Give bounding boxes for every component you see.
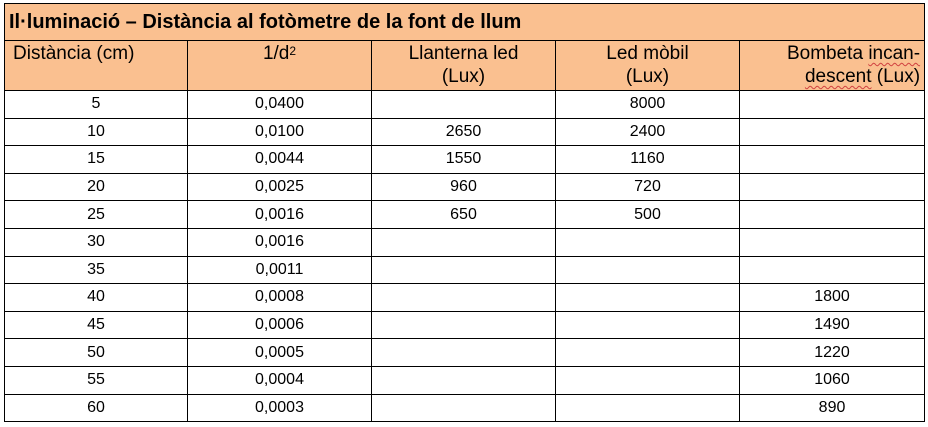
cell-torch-lux[interactable] — [372, 366, 556, 394]
cell-inverse-square[interactable]: 0,0011 — [188, 256, 372, 284]
cell-inverse-square[interactable]: 0,0004 — [188, 366, 372, 394]
header-distance[interactable] — [5, 41, 188, 91]
cell-bulb-lux[interactable] — [740, 118, 925, 146]
header-mobile-line2: (Lux) — [625, 66, 670, 87]
cell-distance[interactable]: 15 — [5, 146, 188, 174]
title-row — [5, 4, 925, 41]
cell-torch-lux[interactable]: 1550 — [372, 146, 556, 174]
table-row — [5, 284, 925, 312]
cell-torch-lux[interactable]: 960 — [372, 173, 556, 201]
cell-bulb-lux[interactable] — [740, 201, 925, 229]
header-bulb-line1 — [740, 42, 920, 65]
cell-bulb-lux[interactable] — [740, 173, 925, 201]
cell-inverse-square[interactable]: 0,0008 — [188, 284, 372, 312]
table-row — [5, 339, 925, 367]
cell-inverse-square[interactable]: 0,0400 — [188, 91, 372, 119]
cell-torch-lux[interactable] — [372, 311, 556, 339]
cell-distance[interactable]: 30 — [5, 228, 188, 256]
cell-inverse-square[interactable]: 0,0044 — [188, 146, 372, 174]
cell-inverse-square[interactable]: 0,0006 — [188, 311, 372, 339]
header-incandescent-bulb[interactable] — [740, 41, 925, 91]
table-row — [5, 146, 925, 174]
cell-distance[interactable]: 45 — [5, 311, 188, 339]
cell-bulb-lux[interactable]: 890 — [740, 394, 925, 422]
header-bulb-line1-a: Bombeta — [786, 43, 869, 64]
cell-distance[interactable]: 25 — [5, 201, 188, 229]
cell-mobile-lux[interactable]: 2400 — [556, 118, 740, 146]
cell-torch-lux[interactable] — [372, 91, 556, 119]
cell-mobile-lux[interactable]: 8000 — [556, 91, 740, 119]
cell-distance[interactable]: 50 — [5, 339, 188, 367]
header-torch-led[interactable] — [372, 41, 556, 91]
cell-bulb-lux[interactable] — [740, 91, 925, 119]
header-inverse-square-exponent: 2 — [289, 44, 297, 58]
cell-torch-lux[interactable]: 2650 — [372, 118, 556, 146]
header-inverse-square-label: 1/d — [262, 43, 290, 64]
cell-mobile-lux[interactable] — [556, 394, 740, 422]
illumination-table — [4, 3, 925, 422]
cell-inverse-square[interactable]: 0,0005 — [188, 339, 372, 367]
cell-mobile-lux[interactable] — [556, 228, 740, 256]
cell-mobile-lux[interactable] — [556, 366, 740, 394]
cell-distance[interactable]: 10 — [5, 118, 188, 146]
table-row — [5, 256, 925, 284]
header-bulb-line2-a: descent — [804, 66, 872, 87]
header-bulb-line2-b: (Lux) — [871, 66, 921, 87]
cell-mobile-lux[interactable] — [556, 311, 740, 339]
cell-mobile-lux[interactable] — [556, 284, 740, 312]
cell-distance[interactable]: 60 — [5, 394, 188, 422]
header-torch-line1: Llanterna led — [408, 43, 519, 64]
header-bulb-line1-b: incan- — [868, 43, 921, 64]
cell-torch-lux[interactable]: 650 — [372, 201, 556, 229]
table-row — [5, 394, 925, 422]
cell-torch-lux[interactable] — [372, 394, 556, 422]
cell-torch-lux[interactable] — [372, 256, 556, 284]
table-row — [5, 118, 925, 146]
header-row — [5, 41, 925, 91]
cell-bulb-lux[interactable]: 1490 — [740, 311, 925, 339]
cell-mobile-lux[interactable]: 500 — [556, 201, 740, 229]
cell-distance[interactable]: 40 — [5, 284, 188, 312]
cell-inverse-square[interactable]: 0,0100 — [188, 118, 372, 146]
cell-bulb-lux[interactable]: 1060 — [740, 366, 925, 394]
cell-bulb-lux[interactable]: 1800 — [740, 284, 925, 312]
header-inverse-square[interactable] — [188, 41, 372, 91]
header-mobile-line1: Led mòbil — [606, 43, 689, 64]
cell-inverse-square[interactable]: 0,0025 — [188, 173, 372, 201]
cell-distance[interactable]: 20 — [5, 173, 188, 201]
cell-torch-lux[interactable] — [372, 339, 556, 367]
cell-inverse-square[interactable]: 0,0016 — [188, 201, 372, 229]
cell-mobile-lux[interactable] — [556, 256, 740, 284]
cell-bulb-lux[interactable]: 1220 — [740, 339, 925, 367]
cell-distance[interactable]: 55 — [5, 366, 188, 394]
table-row — [5, 91, 925, 119]
cell-torch-lux[interactable] — [372, 228, 556, 256]
cell-distance[interactable]: 5 — [5, 91, 188, 119]
header-mobile-led[interactable] — [556, 41, 740, 91]
table-row — [5, 366, 925, 394]
cell-mobile-lux[interactable]: 720 — [556, 173, 740, 201]
cell-mobile-lux[interactable]: 1160 — [556, 146, 740, 174]
cell-bulb-lux[interactable] — [740, 146, 925, 174]
table-title[interactable]: Il·luminació – Distància al fotòmetre de la font de llum — [5, 4, 925, 41]
cell-inverse-square[interactable]: 0,0016 — [188, 228, 372, 256]
table-row — [5, 201, 925, 229]
cell-bulb-lux[interactable] — [740, 256, 925, 284]
table-row — [5, 311, 925, 339]
header-torch-line2: (Lux) — [441, 66, 486, 87]
cell-inverse-square[interactable]: 0,0003 — [188, 394, 372, 422]
table-body — [5, 91, 925, 422]
header-bulb-line2 — [740, 65, 920, 88]
cell-distance[interactable]: 35 — [5, 256, 188, 284]
cell-mobile-lux[interactable] — [556, 339, 740, 367]
cell-bulb-lux[interactable] — [740, 228, 925, 256]
table-row — [5, 228, 925, 256]
cell-torch-lux[interactable] — [372, 284, 556, 312]
data-sheet — [4, 3, 924, 422]
header-distance-label: Distància (cm) — [13, 43, 135, 64]
table-row — [5, 173, 925, 201]
